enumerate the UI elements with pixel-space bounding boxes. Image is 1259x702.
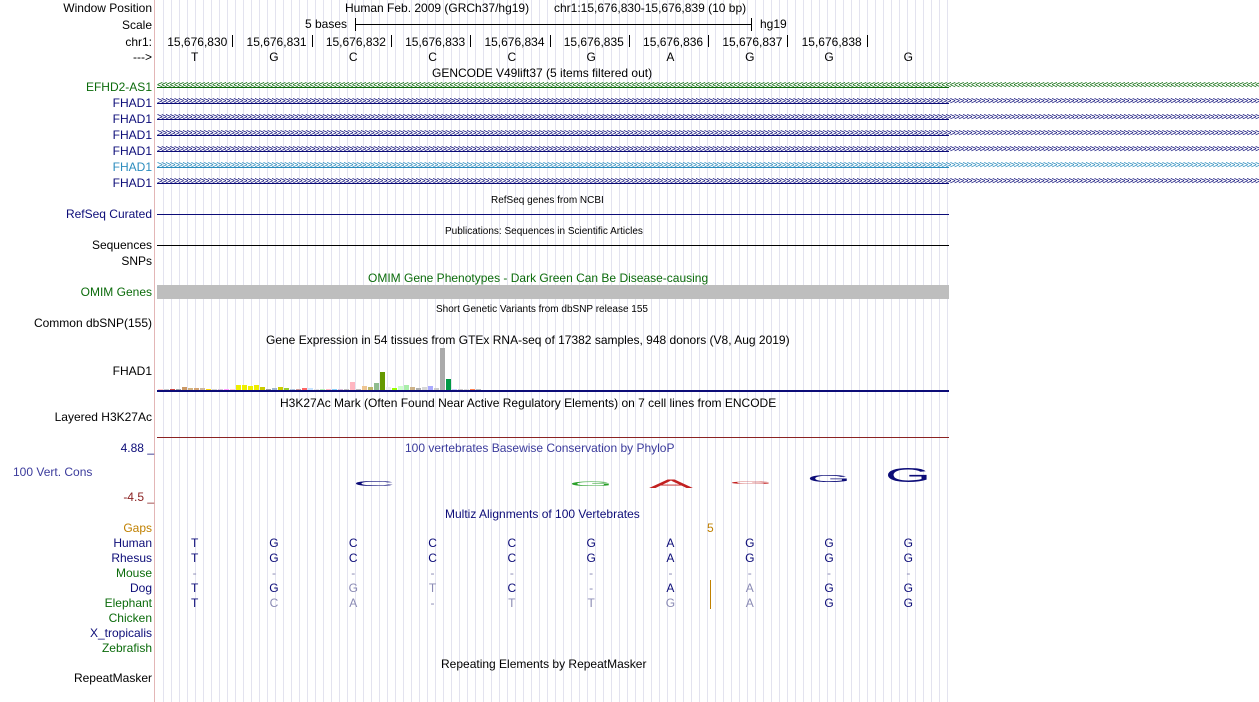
- species-label[interactable]: Elephant: [104, 596, 152, 610]
- chrom-label: chr1:: [125, 35, 152, 49]
- phylop-c-glyph: C: [353, 481, 395, 488]
- gap-marker: [710, 580, 711, 609]
- position-text: chr1:15,676,830-15,676,839 (10 bp): [554, 1, 747, 15]
- strand-arrows-forward: >>>>>>>>>>>>>>>>>>>>>>>>>>>>>>>>>>>>>>>>>>>>>>>>>>>>>>>>>>>>>>>>>>>>>>>>>>>>>>>>>>>>>>>>>>>>>>>>>>>>>>>>>>>>>>>>>>>>>>>>>>>>>>>>>>>>>>>>>>>>>>>>>>>>>>>>>>>>>>>>>>>>>>>>>>>>>>>>>>>>>>>>>>>>>>>>>>>>>>>>>>>>>>>>>>>>>>>>>>>>>>>>>>>>>>>>>>>>>>>>>>>>>>>>>>>>>>>>>>>>: [157, 176, 1259, 187]
- aligned-base: T: [428, 581, 437, 595]
- phylop-min: -4.5 _: [123, 490, 154, 504]
- base-letter: G: [269, 50, 279, 64]
- gencode-gene-track[interactable]: [157, 144, 1259, 156]
- repeatmasker-label[interactable]: RepeatMasker: [73, 671, 152, 685]
- phylop-label[interactable]: 100 Vert. Cons: [13, 465, 93, 479]
- gtex-tissue-bar[interactable]: [374, 383, 379, 390]
- coordinate-label: 15,676,832: [325, 35, 386, 49]
- aligned-base: G: [903, 581, 914, 595]
- aligned-base: -: [351, 566, 356, 580]
- aligned-base: G: [586, 536, 596, 550]
- assembly-title: Human Feb. 2009 (GRCh37/hg19): [345, 1, 530, 15]
- refseq-title: RefSeq genes from NCBI: [491, 195, 604, 206]
- aligned-base: -: [589, 581, 594, 595]
- species-label[interactable]: Zebrafish: [101, 641, 152, 655]
- aligned-base: G: [824, 596, 834, 610]
- snps-label[interactable]: SNPs: [121, 254, 152, 268]
- aligned-base: -: [430, 566, 435, 580]
- species-label[interactable]: Rhesus: [111, 551, 152, 565]
- gtex-tissue-bar[interactable]: [350, 382, 355, 390]
- phylop-g-glyph-1: G: [569, 482, 617, 488]
- aligned-base: T: [508, 596, 516, 610]
- gtex-bar-chart[interactable]: [157, 348, 949, 390]
- aligned-base: G: [903, 536, 914, 550]
- species-label[interactable]: Mouse: [115, 566, 152, 580]
- gencode-gene-label[interactable]: EFHD2-AS1: [85, 80, 152, 94]
- aligned-base: G: [745, 536, 755, 550]
- aligned-base: C: [269, 596, 279, 610]
- aligned-base: G: [824, 581, 834, 595]
- scale-db: hg19: [760, 17, 787, 31]
- base-letter: C: [428, 50, 437, 64]
- aligned-base: G: [665, 596, 676, 610]
- scale-label: Scale: [121, 18, 152, 32]
- repeatmasker-title: Repeating Elements by RepeatMasker: [441, 657, 647, 671]
- omim-title: OMIM Gene Phenotypes - Dark Green Can Be Disease-causing: [368, 271, 709, 285]
- species-label[interactable]: Dog: [129, 581, 152, 595]
- scale-bar: [355, 24, 752, 25]
- phylop-g-glyph-3: G: [807, 474, 853, 485]
- aligned-base: A: [666, 536, 675, 550]
- aligned-base: A: [349, 596, 358, 610]
- aligned-base: C: [348, 536, 358, 550]
- aligned-base: -: [589, 566, 594, 580]
- strand-arrows-forward: >>>>>>>>>>>>>>>>>>>>>>>>>>>>>>>>>>>>>>>>>>>>>>>>>>>>>>>>>>>>>>>>>>>>>>>>>>>>>>>>>>>>>>>>>>>>>>>>>>>>>>>>>>>>>>>>>>>>>>>>>>>>>>>>>>>>>>>>>>>>>>>>>>>>>>>>>>>>>>>>>>>>>>>>>>>>>>>>>>>>>>>>>>>>>>>>>>>>>>>>>>>>>>>>>>>>>>>>>>>>>>>>>>>>>>>>>>>>>>>>>>>>>>>>>>>>>>>>>>>>: [157, 144, 1259, 155]
- coordinate-label: 15,676,833: [405, 35, 466, 49]
- h3k27ac-title: H3K27Ac Mark (Often Found Near Active Regulatory Elements) on 7 cell lines from ENCODE: [280, 396, 777, 410]
- aligned-base: T: [587, 596, 595, 610]
- phylop-max: 4.88 _: [120, 441, 154, 455]
- phylop-g-glyph-4: G: [885, 465, 931, 487]
- gencode-gene-label[interactable]: FHAD1: [112, 144, 152, 158]
- aligned-base: G: [269, 551, 279, 565]
- gencode-title: GENCODE V49lift37 (5 items filtered out): [432, 66, 653, 80]
- aligned-base: G: [269, 536, 279, 550]
- gencode-gene-label[interactable]: FHAD1: [112, 96, 152, 110]
- gencode-gene-track[interactable]: [157, 96, 1259, 108]
- gtex-tissue-bar[interactable]: [446, 379, 451, 390]
- aligned-base: A: [666, 581, 675, 595]
- aligned-base: -: [271, 566, 276, 580]
- aligned-base: T: [190, 596, 199, 610]
- base-letter: C: [507, 50, 517, 64]
- publications-track[interactable]: [157, 245, 949, 246]
- coordinate-tick: [867, 35, 868, 47]
- gencode-gene-track[interactable]: [157, 176, 1259, 188]
- aligned-base: -: [509, 566, 514, 580]
- h3k27ac-label[interactable]: Layered H3K27Ac: [54, 410, 152, 424]
- aligned-base: A: [666, 551, 675, 565]
- coordinate-label: 15,676,830: [167, 35, 228, 49]
- aligned-base: -: [906, 566, 911, 580]
- strand-arrows-forward: >>>>>>>>>>>>>>>>>>>>>>>>>>>>>>>>>>>>>>>>>>>>>>>>>>>>>>>>>>>>>>>>>>>>>>>>>>>>>>>>>>>>>>>>>>>>>>>>>>>>>>>>>>>>>>>>>>>>>>>>>>>>>>>>>>>>>>>>>>>>>>>>>>>>>>>>>>>>>>>>>>>>>>>>>>>>>>>>>>>>>>>>>>>>>>>>>>>>>>>>>>>>>>>>>>>>>>>>>>>>>>>>>>>>>>>>>>>>>>>>>>>>>>>>>>>>>>>>>>>>: [157, 160, 1259, 171]
- gencode-gene-track[interactable]: [157, 128, 1259, 140]
- strand-arrows-reverse: <<<<<<<<<<<<<<<<<<<<<<<<<<<<<<<<<<<<<<<<<<<<<<<<<<<<<<<<<<<<<<<<<<<<<<<<<<<<<<<<<<<<<<<<<<<<<<<<<<<<<<<<<<<<<<<<<<<<<<<<<<<<<<<<<<<<<<<<<<<<<<<<<<<<<<<<<<<<<<<<<<<<<<<<<<<<<<<<<<<<<<<<<<<<<<<<<<<<<<<<<<<<<<<<<<<<<<<<<<<<<<<<<<<<<<<<<<<<<<<<<<<<<<<<<<<<<<<<<<<<: [157, 80, 1259, 91]
- scale-text: 5 bases: [305, 17, 348, 31]
- strand-arrows-forward: >>>>>>>>>>>>>>>>>>>>>>>>>>>>>>>>>>>>>>>>>>>>>>>>>>>>>>>>>>>>>>>>>>>>>>>>>>>>>>>>>>>>>>>>>>>>>>>>>>>>>>>>>>>>>>>>>>>>>>>>>>>>>>>>>>>>>>>>>>>>>>>>>>>>>>>>>>>>>>>>>>>>>>>>>>>>>>>>>>>>>>>>>>>>>>>>>>>>>>>>>>>>>>>>>>>>>>>>>>>>>>>>>>>>>>>>>>>>>>>>>>>>>>>>>>>>>>>>>>>>: [157, 112, 1259, 123]
- species-label[interactable]: X_tropicalis: [89, 626, 152, 640]
- aligned-base: C: [428, 551, 437, 565]
- base-letter: C: [348, 50, 358, 64]
- base-letter: A: [666, 50, 675, 64]
- aligned-base: -: [192, 566, 197, 580]
- gencode-gene-label[interactable]: FHAD1: [112, 112, 152, 126]
- coordinate-label: 15,676,838: [801, 35, 862, 49]
- dbsnp-label[interactable]: Common dbSNP(155): [33, 316, 152, 330]
- species-label[interactable]: Human: [113, 536, 152, 550]
- aligned-base: G: [824, 536, 834, 550]
- aligned-base: -: [430, 596, 435, 610]
- omim-track[interactable]: [157, 285, 949, 299]
- species-label[interactable]: Chicken: [108, 611, 152, 625]
- scale-bar-left-tick: [355, 18, 356, 31]
- h3k27ac-track[interactable]: [157, 437, 949, 438]
- strand-arrows-forward: >>>>>>>>>>>>>>>>>>>>>>>>>>>>>>>>>>>>>>>>>>>>>>>>>>>>>>>>>>>>>>>>>>>>>>>>>>>>>>>>>>>>>>>>>>>>>>>>>>>>>>>>>>>>>>>>>>>>>>>>>>>>>>>>>>>>>>>>>>>>>>>>>>>>>>>>>>>>>>>>>>>>>>>>>>>>>>>>>>>>>>>>>>>>>>>>>>>>>>>>>>>>>>>>>>>>>>>>>>>>>>>>>>>>>>>>>>>>>>>>>>>>>>>>>>>>>>>>>>>>: [157, 96, 1259, 107]
- coordinate-label: 15,676,835: [563, 35, 624, 49]
- aligned-base: C: [348, 551, 358, 565]
- multiz-title: Multiz Alignments of 100 Vertebrates: [445, 507, 640, 521]
- aligned-base: C: [507, 536, 517, 550]
- aligned-base: C: [428, 536, 437, 550]
- gtex-baseline: [157, 390, 949, 392]
- scale-bar-right-tick: [751, 18, 752, 31]
- gencode-gene-track[interactable]: [157, 112, 1259, 124]
- refseq-label[interactable]: RefSeq Curated: [65, 207, 152, 221]
- gtex-tissue-bar[interactable]: [380, 372, 385, 390]
- phylop-logo[interactable]: [157, 462, 949, 492]
- window-position-label: Window Position: [63, 1, 152, 15]
- gtex-title: Gene Expression in 54 tissues from GTEx RNA-seq of 17382 samples, 948 donors (V8, Aug 2019): [266, 333, 790, 347]
- dbsnp-title: Short Genetic Variants from dbSNP release 155: [436, 304, 648, 315]
- aligned-base: -: [827, 566, 832, 580]
- gtex-label[interactable]: FHAD1: [112, 364, 152, 378]
- aligned-base: A: [745, 581, 754, 595]
- label-divider: [154, 0, 155, 702]
- phylop-title: 100 vertebrates Basewise Conservation by PhyloP: [405, 441, 675, 455]
- gtex-tissue-bar[interactable]: [440, 348, 445, 390]
- refseq-track[interactable]: [157, 214, 949, 215]
- aligned-base: A: [745, 596, 754, 610]
- coordinate-label: 15,676,836: [643, 35, 704, 49]
- phylop-g-glyph-2: G: [729, 480, 773, 485]
- omim-label[interactable]: OMIM Genes: [80, 285, 152, 299]
- gencode-gene-label[interactable]: FHAD1: [112, 176, 152, 190]
- gencode-gene-label[interactable]: FHAD1: [112, 160, 152, 174]
- phylop-a-glyph: A: [649, 477, 693, 491]
- aligned-base: G: [586, 551, 596, 565]
- coordinate-label: 15,676,837: [722, 35, 783, 49]
- gencode-gene-track[interactable]: [157, 80, 1259, 92]
- base-letter: G: [745, 50, 755, 64]
- coordinate-label: 15,676,834: [484, 35, 545, 49]
- base-letter: T: [190, 50, 199, 64]
- aligned-base: G: [903, 596, 914, 610]
- aligned-base: G: [348, 581, 358, 595]
- gencode-gene-track[interactable]: [157, 160, 1259, 172]
- aligned-base: T: [190, 581, 199, 595]
- base-letter: G: [586, 50, 596, 64]
- coordinate-label: 15,676,831: [246, 35, 307, 49]
- base-letter: G: [903, 50, 914, 64]
- gap-number: 5: [707, 521, 714, 535]
- publications-title: Publications: Sequences in Scientific Articles: [445, 226, 643, 237]
- strand-arrows-forward: >>>>>>>>>>>>>>>>>>>>>>>>>>>>>>>>>>>>>>>>>>>>>>>>>>>>>>>>>>>>>>>>>>>>>>>>>>>>>>>>>>>>>>>>>>>>>>>>>>>>>>>>>>>>>>>>>>>>>>>>>>>>>>>>>>>>>>>>>>>>>>>>>>>>>>>>>>>>>>>>>>>>>>>>>>>>>>>>>>>>>>>>>>>>>>>>>>>>>>>>>>>>>>>>>>>>>>>>>>>>>>>>>>>>>>>>>>>>>>>>>>>>>>>>>>>>>>>>>>>>: [157, 128, 1259, 139]
- gaps-label[interactable]: Gaps: [123, 521, 152, 535]
- aligned-base: T: [190, 536, 199, 550]
- aligned-base: -: [668, 566, 673, 580]
- strand-label: --->: [133, 50, 152, 64]
- aligned-base: G: [824, 551, 834, 565]
- aligned-base: G: [745, 551, 755, 565]
- aligned-base: C: [507, 581, 517, 595]
- aligned-base: G: [269, 581, 279, 595]
- base-letter: G: [824, 50, 834, 64]
- aligned-base: T: [190, 551, 199, 565]
- aligned-base: G: [903, 551, 914, 565]
- aligned-base: -: [747, 566, 752, 580]
- aligned-base: C: [507, 551, 517, 565]
- gencode-gene-label[interactable]: FHAD1: [112, 128, 152, 142]
- sequences-label[interactable]: Sequences: [91, 238, 152, 252]
